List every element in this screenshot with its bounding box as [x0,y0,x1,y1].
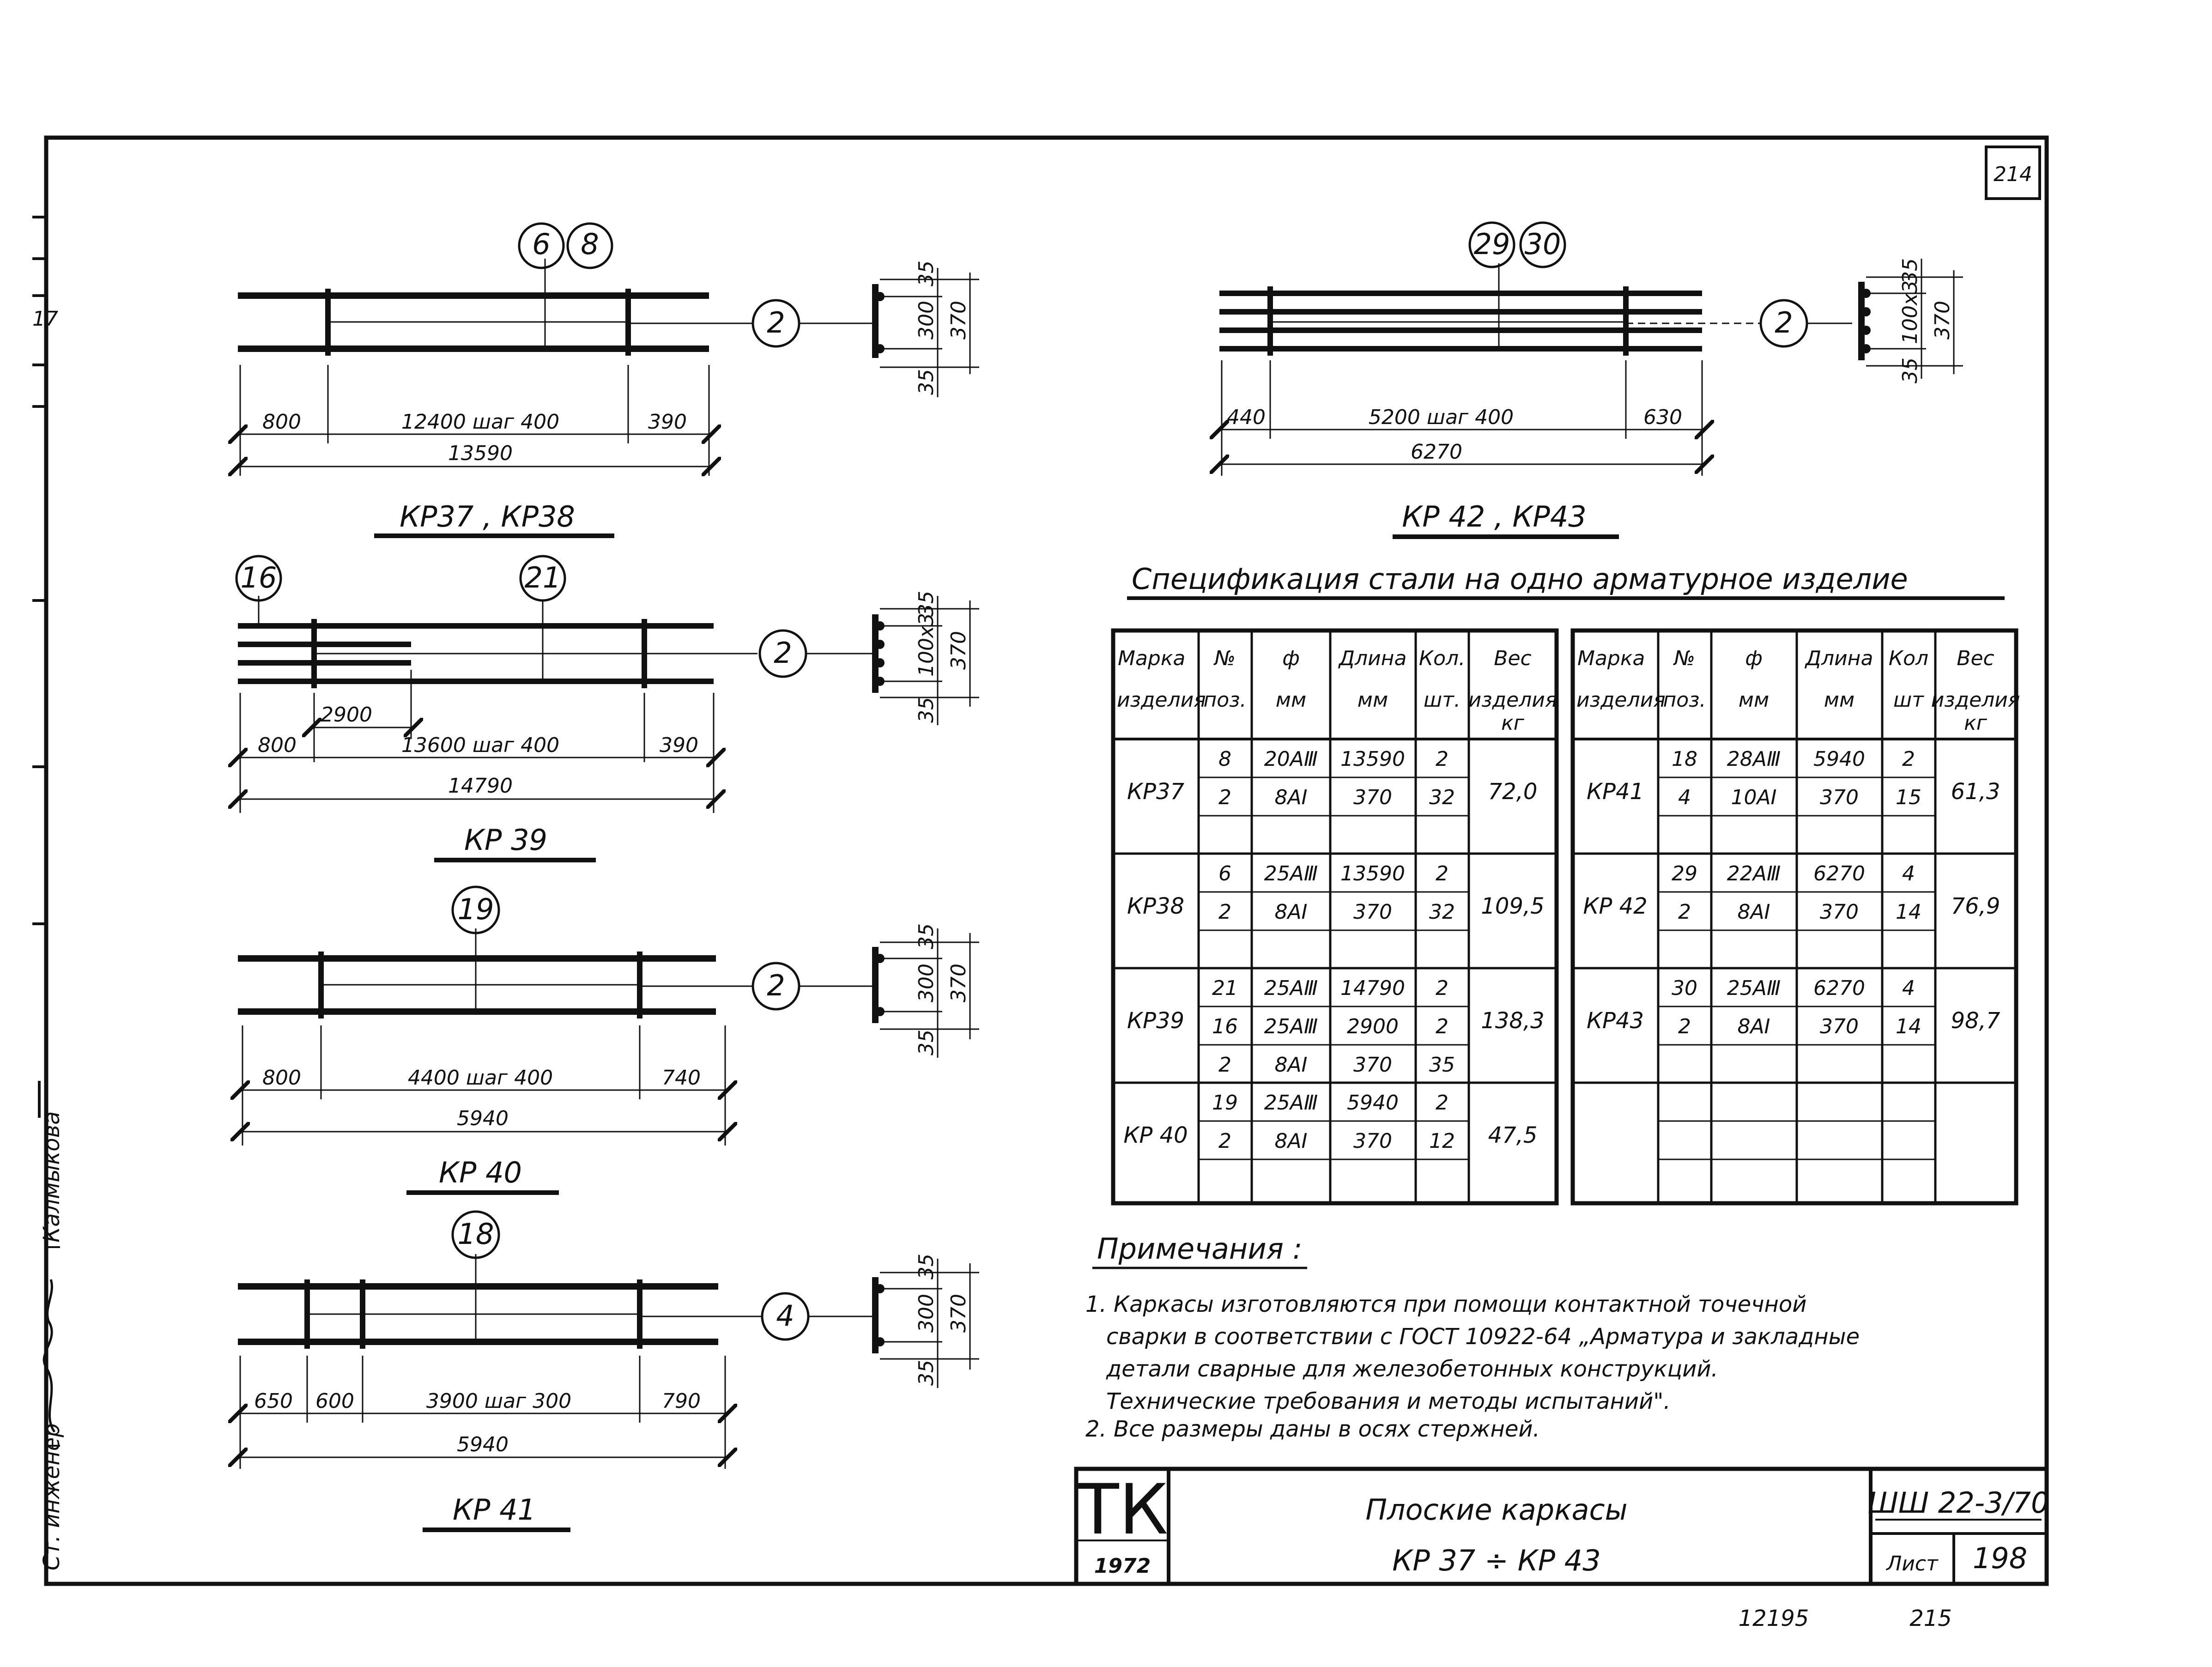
spec-right-pos-0-0: 18 [1672,747,1697,771]
frame3-total: 5940 [457,1107,509,1130]
spec-left-dia-1-1: 8АI [1274,900,1308,924]
side-stamp-role: Ст. инженер [39,1423,65,1570]
spec-left-qty-2-0: 2 [1436,976,1448,1000]
frame1-sec-0: 35 [915,261,938,286]
frame4-dim-2: 3900 шаг 300 [426,1389,572,1413]
hdr-l-4b: мм [1357,688,1388,712]
note-line-1: 1. Каркасы изготовляются при помощи контактной точечной [1085,1291,1807,1317]
spec-right-len-0-1: 370 [1820,786,1859,809]
spec-right-qty-2-1: 14 [1896,1015,1921,1038]
spec-right-dia-2-0: 25АⅢ [1727,976,1781,1000]
notes-title: Примечания : [1097,1232,1303,1266]
frame1-sec-1: 300 [915,301,938,339]
frame3-title: КР 40 [438,1156,522,1189]
hdr-l-5b: шт. [1424,688,1461,712]
frame3-sec-1: 300 [915,964,938,1002]
spec-left-qty-1-1: 32 [1429,900,1455,924]
spec-left-len-2-1: 2900 [1347,1015,1399,1038]
spec-left-weight-1: 109,5 [1481,893,1545,919]
spec-left-pos-3-1: 2 [1218,1129,1231,1153]
spec-right-pos-0-1: 4 [1678,786,1691,809]
spec-left-dia-3-1: 8АI [1274,1129,1308,1153]
frame4-sec-2: 35 [915,1360,938,1386]
footer-left-number: 12195 [1738,1606,1809,1631]
hdr-r-3a: ф [1745,647,1763,670]
title-block-year: 1972 [1094,1554,1151,1578]
frame3-sec-0: 35 [915,923,938,949]
frame2-total: 14790 [448,774,513,798]
note-line-2: сварки в соответствии с ГОСТ 10922-64 „Арматура и закладные [1106,1324,1860,1350]
spec-left-qty-2-2: 35 [1429,1053,1455,1077]
frame5-bar-side: 2 [1775,306,1793,339]
spec-left-qty-0-1: 32 [1429,786,1455,809]
frame4-title: КР 41 [452,1493,536,1527]
spec-left-len-0-1: 370 [1353,786,1392,809]
frame2-dim-inner: 2900 [321,703,372,727]
frame-kr42-kr43 [1219,223,1963,537]
hdr-r-6b: изделия [1931,688,2020,712]
spec-left-headers [1117,647,1557,735]
hdr-r-1a: Марка [1577,647,1645,670]
note-line-4: Технические требования и методы испытаний". [1106,1388,1671,1414]
spec-left-len-2-0: 14790 [1340,976,1405,1000]
title-block-code: ШШ 22-3/70 [1867,1486,2049,1520]
spec-right-len-1-0: 6270 [1813,862,1865,885]
spec-left-dia-3-0: 25АⅢ [1264,1091,1318,1115]
spec-left-weight-3: 47,5 [1488,1122,1538,1148]
frame3-dim-0: 800 [262,1066,301,1090]
frame3-bar-side: 2 [767,969,785,1002]
frame1-bar-a: 6 [532,227,551,261]
spec-left-qty-1-0: 2 [1436,862,1448,885]
spec-left-pos-1-1: 2 [1218,900,1231,924]
frame2-sec-2: 35 [915,697,938,723]
spec-right-len-1-1: 370 [1820,900,1859,924]
hdr-l-5a: Кол. [1418,647,1466,670]
spec-right-qty-0-0: 2 [1902,747,1915,771]
frame4-bar-side: 4 [776,1299,794,1333]
spec-left-mark-1: КР38 [1127,893,1185,919]
hdr-r-4b: мм [1824,688,1855,712]
spec-left-qty-0-0: 2 [1436,747,1448,771]
spec-right-len-2-0: 6270 [1813,976,1865,1000]
spec-left-len-3-0: 5940 [1347,1091,1399,1115]
spec-left-weight-2: 138,3 [1481,1008,1545,1034]
frame4-dim-1: 600 [315,1389,354,1413]
frame4-dim-3: 790 [662,1389,701,1413]
side-stamp [39,1111,65,1570]
hdr-l-3a: ф [1282,647,1300,670]
frame4-bar-a: 18 [457,1217,494,1251]
spec-left-mark-0: КР37 [1127,779,1185,805]
frame-kr37-kr38 [238,224,979,536]
side-mark: 17 [32,307,58,331]
frame1-dim-2: 390 [648,410,687,434]
hdr-r-2b: поз. [1663,688,1706,712]
frame5-title: КР 42 , КР43 [1402,500,1587,533]
spec-right-pos-1-1: 2 [1678,900,1691,924]
frame4-sec-1: 300 [915,1294,938,1333]
title-block-sheet-label: Лист [1886,1552,1938,1576]
frame3-bar-a: 19 [457,892,494,926]
spec-left-dia-2-1: 25АⅢ [1264,1015,1318,1038]
hdr-l-6b: изделия [1468,688,1557,712]
title-block-sheet-no: 198 [1972,1541,2028,1575]
note-line-5: 2. Все размеры даны в осях стержней. [1085,1416,1540,1442]
footer-right-number: 215 [1909,1606,1952,1631]
frame5-dim-1: 5200 шаг 400 [1368,406,1514,429]
frame1-sec-3: 370 [947,301,970,339]
hdr-l-2b: поз. [1203,688,1247,712]
frame2-dim-0: 800 [258,733,297,757]
spec-right-len-2-1: 370 [1820,1015,1859,1038]
spec-left-len-1-0: 13590 [1340,862,1405,885]
hdr-l-6c: кг [1501,711,1524,735]
spec-right-mark-1: КР 42 [1583,893,1648,919]
spec-right-mark-2: КР43 [1586,1008,1644,1034]
frame5-bar-a: 29 [1473,227,1510,261]
corner-number: 214 [1994,163,2032,186]
spec-left-dia-0-1: 8АI [1274,786,1308,809]
hdr-r-5a: Кол [1888,647,1929,670]
hdr-r-6a: Вес [1957,647,1994,670]
spec-left-len-0-0: 13590 [1340,747,1405,771]
title-block-range: КР 37 ÷ КР 43 [1392,1544,1601,1577]
frame2-dim-2: 390 [660,733,698,757]
frame5-bar-b: 30 [1524,227,1561,261]
spec-right-weight-2: 98,7 [1951,1008,2000,1034]
spec-right-weight-1: 76,9 [1951,893,2000,919]
frame5-dim-2: 630 [1643,406,1682,429]
hdr-r-1b: изделия [1576,688,1666,712]
spec-left-qty-3-1: 12 [1429,1129,1455,1153]
frame2-bar-side: 2 [774,636,792,670]
frame2-bar-a: 16 [240,561,277,594]
frame5-sec-3: 370 [1931,301,1954,339]
hdr-l-3b: мм [1275,688,1307,712]
frame2-sec-3: 370 [947,631,970,670]
spec-left-pos-1-0: 6 [1218,862,1231,885]
spec-left-weight-0: 72,0 [1488,779,1538,805]
spec-title: Спецификация стали на одно арматурное изделие [1132,562,1908,596]
spec-right-dia-2-1: 8АI [1737,1015,1770,1038]
spec-right-headers [1576,647,2020,735]
frame-kr40 [238,887,979,1193]
frame-kr41 [238,1212,979,1530]
frame1-dim-1: 12400 шаг 400 [401,410,560,434]
spec-left-qty-3-0: 2 [1436,1091,1448,1115]
spec-right-qty-2-0: 4 [1902,976,1915,1000]
spec-right-qty-1-0: 4 [1902,862,1915,885]
note-line-3: детали сварные для железобетонных конструкций. [1106,1356,1718,1382]
title-block-org: ТК [1076,1470,1169,1550]
title-block-name: Плоские каркасы [1365,1493,1628,1527]
frame5-sec-0: 35 [1898,258,1922,284]
spec-right-pos-2-0: 30 [1672,976,1697,1000]
hdr-l-4a: Длина [1339,647,1407,670]
spec-left-pos-3-0: 19 [1212,1091,1238,1115]
frame3-sec-2: 35 [915,1030,938,1055]
frame4-dim-0: 650 [254,1389,293,1413]
frame4-sec-3: 370 [947,1294,970,1333]
spec-left-pos-2-2: 2 [1218,1053,1231,1077]
frame1-dim-0: 800 [262,410,301,434]
frame2-bar-b: 21 [524,561,561,594]
spec-left-mark-3: КР 40 [1123,1122,1188,1148]
frame1-total: 13590 [448,442,513,465]
sheet-frame [46,138,2047,1584]
frame3-sec-3: 370 [947,964,970,1002]
spec-right-dia-0-0: 28АⅢ [1727,747,1781,771]
frame5-sec-2: 35 [1898,358,1922,383]
frame1-bar-b: 8 [581,227,599,261]
side-stamp-name: Калмыкова [39,1111,65,1243]
frame2-sec-0: 35 [915,591,938,617]
frame5-dim-0: 440 [1227,406,1266,429]
spec-left-len-2-2: 370 [1353,1053,1392,1077]
spec-right-qty-0-1: 15 [1896,786,1921,809]
spec-right-dia-1-1: 8АI [1737,900,1770,924]
frame-kr39 [236,556,979,860]
spec-left-dia-1-0: 25АⅢ [1264,862,1318,885]
spec-right-dia-0-1: 10АI [1731,786,1777,809]
frame3-dim-1: 4400 шаг 400 [407,1066,553,1090]
spec-left-mark-2: КР39 [1127,1008,1185,1034]
hdr-r-6c: кг [1964,711,1987,735]
frame1-sec-2: 35 [915,369,938,395]
hdr-l-6a: Вес [1494,647,1532,670]
spec-left-pos-2-0: 21 [1212,976,1238,1000]
frame2-sec-1: 100х3 [915,612,938,677]
hdr-r-5b: шт [1893,688,1924,712]
frame5-total: 6270 [1411,440,1462,464]
frame2-dim-1: 13600 шаг 400 [401,733,560,757]
spec-cells [1123,747,2000,1153]
spec-right-mark-0: КР41 [1586,779,1644,805]
spec-left-pos-2-1: 16 [1212,1015,1238,1038]
hdr-l-1b: изделия [1117,688,1206,712]
spec-left-len-3-1: 370 [1353,1129,1392,1153]
frame4-sec-0: 35 [915,1254,938,1279]
spec-left-len-1-1: 370 [1353,900,1392,924]
frame5-sec-1: 100х3 [1898,280,1922,344]
spec-right-qty-1-1: 14 [1896,900,1921,924]
frame3-dim-2: 740 [662,1066,701,1090]
hdr-l-1a: Марка [1118,647,1186,670]
spec-left-dia-0-0: 20АⅢ [1264,747,1318,771]
spec-left-dia-2-0: 25АⅢ [1264,976,1318,1000]
hdr-r-2a: № [1674,647,1695,670]
spec-right-pos-1-0: 29 [1672,862,1697,885]
hdr-l-2a: № [1214,647,1236,670]
hdr-r-3b: мм [1738,688,1770,712]
frame1-bar-side: 2 [767,306,785,339]
frame1-title: КР37 , КР38 [400,500,575,533]
spec-right-pos-2-1: 2 [1678,1015,1691,1038]
spec-right-weight-0: 61,3 [1951,779,2000,805]
spec-left-qty-2-1: 2 [1436,1015,1448,1038]
spec-right-dia-1-0: 22АⅢ [1727,862,1781,885]
spec-left-dia-2-2: 8АI [1274,1053,1308,1077]
hdr-r-4a: Длина [1805,647,1873,670]
frame4-total: 5940 [457,1433,509,1456]
spec-right-len-0-0: 5940 [1813,747,1865,771]
spec-left-pos-0-0: 8 [1218,747,1231,771]
spec-left-pos-0-1: 2 [1218,786,1231,809]
frame2-title: КР 39 [464,823,548,857]
